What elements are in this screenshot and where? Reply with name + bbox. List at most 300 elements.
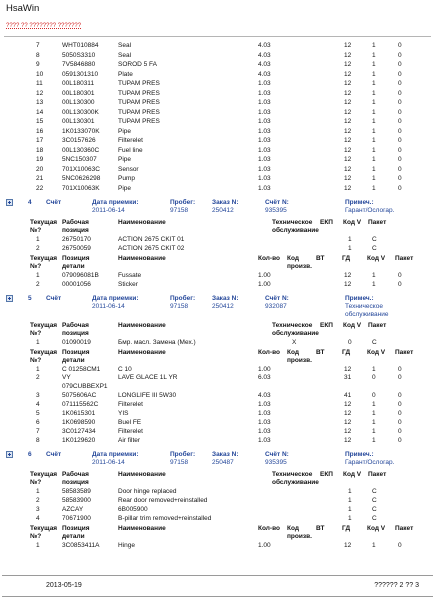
print-date: 2013-05-19 [46, 582, 82, 589]
column-header-row-number: Текущая №? [30, 471, 58, 486]
column-header-service-flag: Техническое обслуживание [272, 219, 319, 234]
table-row [0, 79, 435, 89]
row-number: 17 [36, 137, 44, 144]
column-header-manufacturer-code: Код произв. [287, 525, 312, 540]
package: 0 [398, 146, 402, 154]
section-number: 6 [28, 451, 32, 458]
package: C [372, 497, 377, 504]
item-name: Sensor [118, 165, 139, 173]
position-code: 00L130301 [62, 118, 95, 125]
item-name: Seal [118, 42, 132, 49]
package: C [372, 515, 377, 522]
column-header-position-code: Позиция детали [62, 525, 90, 540]
package: 0 [398, 80, 402, 87]
item-name: B-pillar trim removed+reinstalled [118, 515, 212, 522]
table-row [0, 89, 435, 99]
report-content [0, 41, 435, 550]
section-header-values [0, 207, 435, 216]
gd-value: 12 [344, 437, 352, 444]
position-code: 00L130300K [62, 108, 99, 116]
code-v: 1 [348, 515, 352, 522]
table-row [0, 174, 435, 184]
invoice-label: Счёт [46, 295, 62, 302]
row-number: 2 [36, 497, 40, 504]
row-number: 1 [36, 339, 40, 346]
column-header-ekp-value: ЕКП [320, 322, 333, 329]
gd-value: 12 [344, 80, 352, 87]
date-value: 2011-06-14 [92, 207, 125, 214]
note-value: Гарант/Ослогар. [345, 459, 395, 466]
gd-value: 12 [344, 428, 352, 435]
quantity: 4.03 [258, 42, 271, 49]
table-row [0, 184, 435, 194]
position-code: 1K0615301 [62, 410, 96, 417]
quantity: 4.03 [258, 61, 271, 68]
expand-icon [6, 451, 13, 458]
position-code: 00L130300 [62, 99, 95, 106]
position-code: 5050S3310 [62, 51, 96, 59]
item-name: Pipe [118, 184, 132, 192]
work-header [0, 219, 435, 235]
table-row [0, 271, 435, 280]
column-header-ekp-value: ЕКП [320, 219, 333, 226]
code-v: 1 [372, 61, 376, 68]
quantity: 4.03 [258, 70, 271, 78]
mileage-label: Пробег: [170, 295, 196, 302]
column-header-item-name: Наименование [118, 322, 166, 329]
code-v: 0 [372, 392, 376, 399]
item-name: LONGLIFE III 5W30 [118, 392, 177, 399]
code-v: 0 [348, 339, 352, 346]
gd-value: 12 [344, 42, 352, 49]
code-v: 1 [372, 272, 376, 279]
gd-value: 12 [344, 70, 352, 78]
quantity: 1.03 [258, 146, 271, 154]
package: 0 [398, 108, 402, 116]
column-header-quantity: Кол-во [258, 349, 280, 356]
code-v: 1 [372, 137, 376, 144]
row-number: 12 [36, 89, 44, 97]
mileage-label: Пробег: [170, 451, 196, 458]
quantity: 1.03 [258, 99, 271, 106]
table-row [0, 165, 435, 175]
row-number: 3 [36, 392, 40, 399]
column-header-position-code: Рабочая позиция [62, 471, 89, 486]
date-label: Дата приемки: [92, 295, 139, 302]
position-code: 3C0157626 [62, 137, 96, 144]
gd-value: 12 [344, 99, 352, 106]
package: 0 [398, 61, 402, 68]
quantity: 1.00 [258, 281, 271, 288]
code-v: 1 [372, 42, 376, 49]
column-header-position-code: Рабочая позиция [62, 219, 89, 234]
row-number: 7 [36, 42, 40, 49]
gd-value: 12 [344, 419, 352, 426]
quantity: 4.03 [258, 51, 271, 59]
invoice-no-label: Счёт N: [265, 295, 289, 302]
row-number: 13 [36, 99, 44, 106]
item-name: Pump [118, 175, 135, 182]
column-header-code-v: Код V [343, 322, 362, 329]
column-header-vt-value: ВТ [316, 525, 325, 532]
table-row [0, 427, 435, 436]
note-label: Примеч.: [345, 199, 374, 206]
parts-header [0, 525, 435, 541]
order-section [0, 294, 435, 445]
table-row [0, 155, 435, 165]
gd-value: 12 [344, 137, 352, 144]
row-number: 1 [36, 272, 40, 279]
column-header-row-number: Текущая №? [30, 349, 58, 364]
mileage-value: 97158 [170, 207, 189, 214]
row-number: 20 [36, 165, 44, 173]
column-header-vt-value: ВТ [316, 349, 325, 356]
quantity: 1.03 [258, 108, 271, 116]
item-name: ACTION 2675 CKIT 02 [118, 245, 185, 252]
order-label: Заказ N: [212, 199, 239, 206]
table-row [0, 487, 435, 496]
row-number: 6 [36, 419, 40, 426]
column-header-position-code: Рабочая позиция [62, 322, 89, 337]
position-code: 5NC150307 [62, 156, 97, 163]
package: 0 [398, 42, 402, 49]
code-v: 1 [372, 99, 376, 106]
table-row [0, 51, 435, 61]
column-header-service-flag: Техническое обслуживание [272, 471, 319, 486]
invoice-no-label: Счёт N: [265, 451, 289, 458]
item-name: Pipe [118, 156, 132, 163]
gd-value: 12 [344, 272, 352, 279]
table-row [0, 244, 435, 253]
order-label: Заказ N: [212, 451, 239, 458]
row-number: 11 [36, 80, 43, 87]
table-row [0, 146, 435, 156]
column-header-package: Пакет [368, 219, 387, 226]
item-name: YIS [118, 410, 129, 417]
invoice-no-value: 935395 [265, 459, 287, 466]
table-row [0, 374, 435, 391]
position-code: WHT010884 [62, 42, 99, 49]
position-code: 3C0853411A [62, 542, 100, 549]
row-number: 15 [36, 118, 44, 125]
code-v: 1 [372, 175, 376, 182]
section-header-labels [0, 198, 435, 207]
gd-value: 12 [344, 184, 352, 192]
quantity: 1.00 [258, 366, 271, 373]
position-code: 00L180301 [62, 89, 95, 97]
column-header-row-number: Текущая №? [30, 219, 58, 234]
row-number: 2 [36, 281, 40, 288]
position-code: 01090019 [62, 339, 91, 346]
service-flag: X [292, 339, 297, 346]
column-header-manufacturer-code: Код произв. [287, 255, 312, 270]
quantity: 1.03 [258, 127, 271, 135]
position-code: 0591301310 [62, 70, 99, 78]
table-row [0, 117, 435, 127]
position-code: 701X10063K [62, 184, 100, 192]
column-header-item-name: Наименование [118, 525, 166, 532]
work-header [0, 471, 435, 487]
position-code: 1K0129620 [62, 437, 96, 444]
package: 0 [398, 99, 402, 106]
table-row [0, 127, 435, 137]
column-header-code-v: Код V [367, 525, 386, 532]
code-v: 1 [372, 428, 376, 435]
package: 0 [398, 392, 402, 399]
code-v: 1 [372, 437, 376, 444]
quantity: 1.03 [258, 156, 271, 163]
order-section [0, 198, 435, 289]
column-header-package: Пакет [368, 471, 387, 478]
package: 0 [398, 118, 402, 125]
code-v: 1 [372, 70, 376, 78]
code-v: 1 [372, 127, 376, 135]
quantity: 1.03 [258, 137, 271, 144]
item-name: TUPAM PRES [118, 99, 160, 106]
quantity: 1.03 [258, 419, 271, 426]
package: 0 [398, 175, 402, 182]
section-header [0, 198, 435, 216]
position-code: 7V5846880 [62, 61, 96, 68]
note-value: Техническое обслуживание [345, 303, 389, 318]
order-section [0, 450, 435, 550]
column-header-code-v: Код V [343, 471, 362, 478]
gd-value: 12 [344, 366, 352, 373]
code-v: 1 [372, 108, 376, 116]
row-number: 2 [36, 374, 40, 381]
column-header-position-code: Позиция детали [62, 349, 90, 364]
gd-value: 12 [344, 108, 352, 116]
package: C [372, 236, 377, 243]
quantity: 1.03 [258, 410, 271, 417]
position-code: 58583589 [62, 488, 91, 495]
quantity: 1.00 [258, 542, 271, 549]
item-name: Rear door removed+reinstalled [118, 497, 208, 504]
item-name: 6B005900 [118, 506, 148, 513]
gd-value: 12 [344, 118, 352, 125]
code-v: 1 [372, 156, 376, 163]
position-code: 079096081B [62, 272, 99, 279]
row-number: 16 [36, 127, 44, 135]
package: 0 [398, 70, 402, 78]
order-label: Заказ N: [212, 295, 239, 302]
table-row [0, 496, 435, 505]
row-number: 1 [36, 236, 40, 243]
mileage-label: Пробег: [170, 199, 196, 206]
note-label: Примеч.: [345, 295, 374, 302]
code-v: 1 [372, 281, 376, 288]
code-v: 1 [372, 165, 376, 173]
position-code: AZCAY [62, 506, 84, 513]
code-v: 1 [348, 236, 352, 243]
note-label: Примеч.: [345, 451, 374, 458]
column-header-vt-value: ВТ [316, 255, 325, 262]
code-v: 1 [372, 80, 376, 87]
position-code: VY 079CUBBEXP1 [62, 374, 108, 390]
date-value: 2011-06-14 [92, 303, 125, 310]
package: C [372, 506, 377, 513]
package: 0 [398, 137, 402, 144]
table-row [0, 400, 435, 409]
gd-value: 12 [344, 165, 352, 173]
code-v: 1 [372, 542, 376, 549]
package: 0 [398, 127, 402, 135]
code-v: 1 [372, 146, 376, 154]
gd-value: 41 [344, 392, 352, 399]
row-number: 10 [36, 70, 44, 78]
quantity: 6.03 [258, 374, 271, 381]
section-header-values [0, 459, 435, 468]
quantity: 1.03 [258, 89, 271, 97]
section-header-labels [0, 450, 435, 459]
column-header-gd-value: ГД [342, 525, 351, 532]
column-header-service-flag: Техническое обслуживание [272, 322, 319, 337]
quantity: 1.03 [258, 401, 271, 408]
table-row [0, 338, 435, 347]
column-header-quantity: Кол-во [258, 525, 280, 532]
gd-value: 12 [344, 89, 352, 97]
position-code: 1K0133070K [62, 127, 100, 135]
row-number: 1 [36, 542, 40, 549]
gd-value: 12 [344, 175, 352, 182]
mileage-value: 97158 [170, 459, 189, 466]
section-header-labels [0, 294, 435, 303]
table-row [0, 98, 435, 108]
quantity: 1.03 [258, 118, 271, 125]
quantity: 1.03 [258, 165, 271, 173]
code-v: 1 [372, 118, 376, 125]
code-v: 1 [372, 184, 376, 192]
continued-parts-table [0, 41, 435, 193]
position-code: 00L130360C [62, 146, 100, 154]
column-header-ekp-value: ЕКП [320, 471, 333, 478]
table-row [0, 41, 435, 51]
column-header-package: Пакет [395, 255, 414, 262]
package: 0 [398, 89, 402, 97]
table-row [0, 436, 435, 445]
item-name: TUPAM PRES [118, 118, 160, 125]
position-code: 70671900 [62, 515, 91, 522]
column-header-item-name: Наименование [118, 219, 166, 226]
position-code: 26750170 [62, 236, 91, 243]
code-v: 1 [372, 419, 376, 426]
section-header-values [0, 303, 435, 319]
package: 0 [398, 165, 402, 173]
date-label: Дата приемки: [92, 451, 139, 458]
item-name: TUPAM PRES [118, 80, 160, 87]
package: 0 [398, 419, 402, 426]
item-name: TUPAM PRES [118, 108, 160, 116]
header-divider [4, 36, 431, 37]
row-number: 4 [36, 515, 40, 522]
row-number: 1 [36, 488, 40, 495]
row-number: 8 [36, 437, 40, 444]
position-code: 5075606AC [62, 392, 97, 399]
position-code: 26750059 [62, 245, 91, 252]
column-header-code-v: Код V [367, 349, 386, 356]
table-row [0, 235, 435, 244]
app-title: HsaWin [6, 3, 40, 14]
row-number: 14 [36, 108, 44, 116]
column-header-package: Пакет [395, 525, 414, 532]
column-header-gd-value: ГД [342, 349, 351, 356]
item-name: Plate [118, 70, 133, 78]
code-v: 1 [348, 506, 352, 513]
package: C [372, 488, 377, 495]
code-v: 1 [372, 366, 376, 373]
position-code: 1K0698590 [62, 419, 96, 426]
quantity: 1.03 [258, 80, 271, 87]
position-code: C 01258CM1 [62, 366, 101, 373]
item-name: Filterelet [118, 137, 143, 144]
row-number: 9 [36, 61, 40, 68]
item-name: C 10 [118, 366, 132, 373]
quantity: 1.00 [258, 272, 271, 279]
code-v: 1 [372, 89, 376, 97]
position-code: 3C0127434 [62, 428, 96, 435]
column-header-position-code: Позиция детали [62, 255, 90, 270]
item-name: LAVE GLACE 1L YR [118, 374, 178, 381]
column-header-row-number: Текущая №? [30, 255, 58, 270]
item-name: TUPAM PRES [118, 89, 160, 97]
row-number: 3 [36, 506, 40, 513]
order-sections [0, 198, 435, 550]
gd-value: 31 [344, 374, 352, 381]
invoice-no-value: 935395 [265, 207, 287, 214]
invoice-label: Счёт [46, 451, 62, 458]
invoice-no-label: Счёт N: [265, 199, 289, 206]
code-v: 1 [372, 410, 376, 417]
table-row [0, 136, 435, 146]
table-row [0, 70, 435, 80]
table-row [0, 391, 435, 400]
row-number: 5 [36, 410, 40, 417]
package: C [372, 339, 377, 346]
item-name: Door hinge replaced [118, 488, 177, 495]
position-code: 5NC0626298 [62, 175, 101, 182]
package: 0 [398, 428, 402, 435]
table-row [0, 280, 435, 289]
gd-value: 12 [344, 146, 352, 154]
gd-value: 12 [344, 401, 352, 408]
note-value: Гарант/Ослогар. [345, 207, 395, 214]
position-code: 00L180311 [62, 80, 95, 87]
report-subtitle: ???? ?? ???????? ??????? [6, 23, 82, 29]
row-number: 18 [36, 146, 44, 154]
date-value: 2011-06-14 [92, 459, 125, 466]
item-name: Buel FE [118, 419, 142, 426]
table-row [0, 541, 435, 550]
code-v: 0 [372, 374, 376, 381]
table-row [0, 108, 435, 118]
item-name: SOROD 5 FA [118, 61, 158, 68]
table-row [0, 60, 435, 70]
page-footer [2, 575, 433, 597]
quantity: 1.03 [258, 428, 271, 435]
gd-value: 12 [344, 281, 352, 288]
column-header-row-number: Текущая №? [30, 322, 58, 337]
code-v: 1 [348, 488, 352, 495]
table-row [0, 409, 435, 418]
column-header-package: Пакет [395, 349, 414, 356]
item-name: Fussate [118, 272, 142, 279]
work-header [0, 322, 435, 338]
section-number: 4 [28, 199, 32, 206]
package: 0 [398, 156, 402, 163]
table-row [0, 418, 435, 427]
order-value: 250412 [212, 207, 234, 214]
invoice-label: Счёт [46, 199, 62, 206]
